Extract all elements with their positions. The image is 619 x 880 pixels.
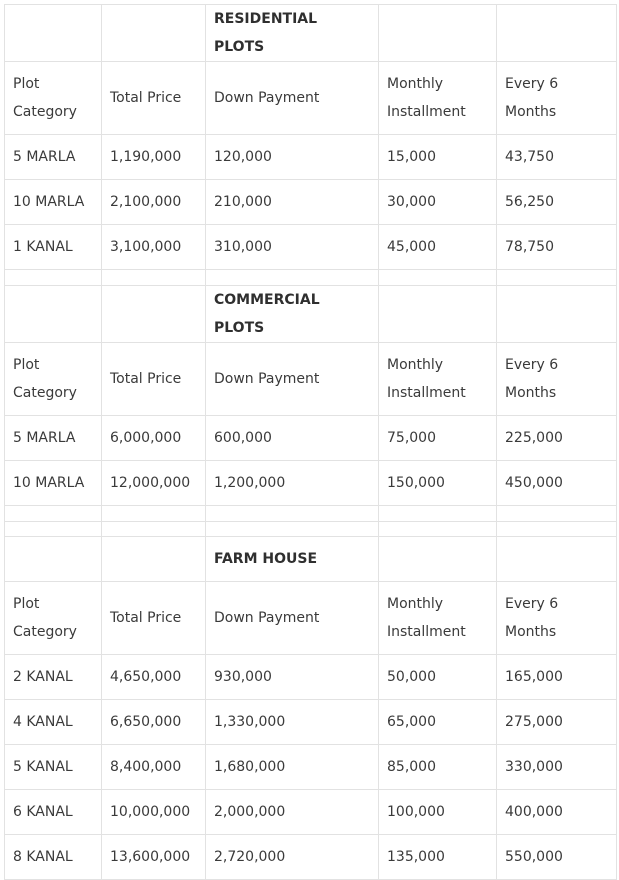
cell-category: 4 KANAL xyxy=(5,700,102,745)
cell-six-months: 43,750 xyxy=(497,135,617,180)
cell-six-months: 165,000 xyxy=(497,655,617,700)
header-plot-category: Plot Category xyxy=(5,62,102,135)
cell-monthly: 15,000 xyxy=(379,135,497,180)
cell-category: 5 KANAL xyxy=(5,745,102,790)
cell-total-price: 13,600,000 xyxy=(102,835,206,880)
cell-category: 2 KANAL xyxy=(5,655,102,700)
header-monthly-installment: Monthly Installment xyxy=(379,343,497,416)
header-total-price: Total Price xyxy=(102,343,206,416)
header-down-payment: Down Payment xyxy=(206,582,379,655)
cell-monthly: 30,000 xyxy=(379,180,497,225)
cell-monthly: 135,000 xyxy=(379,835,497,880)
cell-total-price: 10,000,000 xyxy=(102,790,206,835)
header-down-payment: Down Payment xyxy=(206,62,379,135)
table-row xyxy=(5,180,617,225)
cell-six-months: 400,000 xyxy=(497,790,617,835)
cell-down-payment: 930,000 xyxy=(206,655,379,700)
cell-six-months: 550,000 xyxy=(497,835,617,880)
column-header-row xyxy=(5,343,617,416)
cell-total-price: 1,190,000 xyxy=(102,135,206,180)
header-down-payment: Down Payment xyxy=(206,343,379,416)
cell-down-payment: 310,000 xyxy=(206,225,379,270)
cell-monthly: 100,000 xyxy=(379,790,497,835)
table-row xyxy=(5,461,617,506)
table-row xyxy=(5,135,617,180)
header-total-price: Total Price xyxy=(102,62,206,135)
spacer-row xyxy=(5,506,617,522)
header-plot-category: Plot Category xyxy=(5,343,102,416)
header-every-6-months: Every 6 Months xyxy=(497,62,617,135)
table-row xyxy=(5,835,617,880)
cell-down-payment: 2,720,000 xyxy=(206,835,379,880)
table-row xyxy=(5,700,617,745)
spacer-row xyxy=(5,522,617,537)
cell-total-price: 12,000,000 xyxy=(102,461,206,506)
cell-six-months: 275,000 xyxy=(497,700,617,745)
section-title-residential: RESIDENTIAL PLOTS xyxy=(206,5,379,62)
cell-total-price: 2,100,000 xyxy=(102,180,206,225)
cell-down-payment: 210,000 xyxy=(206,180,379,225)
cell-six-months: 56,250 xyxy=(497,180,617,225)
cell-down-payment: 2,000,000 xyxy=(206,790,379,835)
cell-six-months: 450,000 xyxy=(497,461,617,506)
payment-plan-table xyxy=(4,4,617,880)
table-row xyxy=(5,225,617,270)
header-monthly-installment: Monthly Installment xyxy=(379,582,497,655)
table-row xyxy=(5,655,617,700)
cell-six-months: 225,000 xyxy=(497,416,617,461)
cell-category: 1 KANAL xyxy=(5,225,102,270)
cell-down-payment: 1,680,000 xyxy=(206,745,379,790)
cell-category: 10 MARLA xyxy=(5,461,102,506)
table-row xyxy=(5,790,617,835)
cell-six-months: 330,000 xyxy=(497,745,617,790)
header-every-6-months: Every 6 Months xyxy=(497,582,617,655)
cell-down-payment: 120,000 xyxy=(206,135,379,180)
cell-monthly: 85,000 xyxy=(379,745,497,790)
cell-category: 8 KANAL xyxy=(5,835,102,880)
cell-six-months: 78,750 xyxy=(497,225,617,270)
section-title-row xyxy=(5,286,617,343)
cell-monthly: 150,000 xyxy=(379,461,497,506)
cell-category: 5 MARLA xyxy=(5,416,102,461)
cell-total-price: 6,000,000 xyxy=(102,416,206,461)
table-row xyxy=(5,745,617,790)
cell-down-payment: 1,330,000 xyxy=(206,700,379,745)
cell-monthly: 50,000 xyxy=(379,655,497,700)
cell-down-payment: 600,000 xyxy=(206,416,379,461)
section-title-row xyxy=(5,5,617,62)
section-title-commercial: COMMERCIAL PLOTS xyxy=(206,286,379,343)
column-header-row xyxy=(5,62,617,135)
cell-total-price: 8,400,000 xyxy=(102,745,206,790)
table-row xyxy=(5,416,617,461)
cell-monthly: 45,000 xyxy=(379,225,497,270)
cell-total-price: 4,650,000 xyxy=(102,655,206,700)
cell-category: 6 KANAL xyxy=(5,790,102,835)
cell-monthly: 65,000 xyxy=(379,700,497,745)
cell-category: 5 MARLA xyxy=(5,135,102,180)
cell-monthly: 75,000 xyxy=(379,416,497,461)
cell-total-price: 6,650,000 xyxy=(102,700,206,745)
section-title-farm-house: FARM HOUSE xyxy=(206,537,379,582)
header-every-6-months: Every 6 Months xyxy=(497,343,617,416)
column-header-row xyxy=(5,582,617,655)
header-monthly-installment: Monthly Installment xyxy=(379,62,497,135)
cell-down-payment: 1,200,000 xyxy=(206,461,379,506)
section-title-row xyxy=(5,537,617,582)
cell-total-price: 3,100,000 xyxy=(102,225,206,270)
header-plot-category: Plot Category xyxy=(5,582,102,655)
spacer-row xyxy=(5,270,617,286)
header-total-price: Total Price xyxy=(102,582,206,655)
cell-category: 10 MARLA xyxy=(5,180,102,225)
